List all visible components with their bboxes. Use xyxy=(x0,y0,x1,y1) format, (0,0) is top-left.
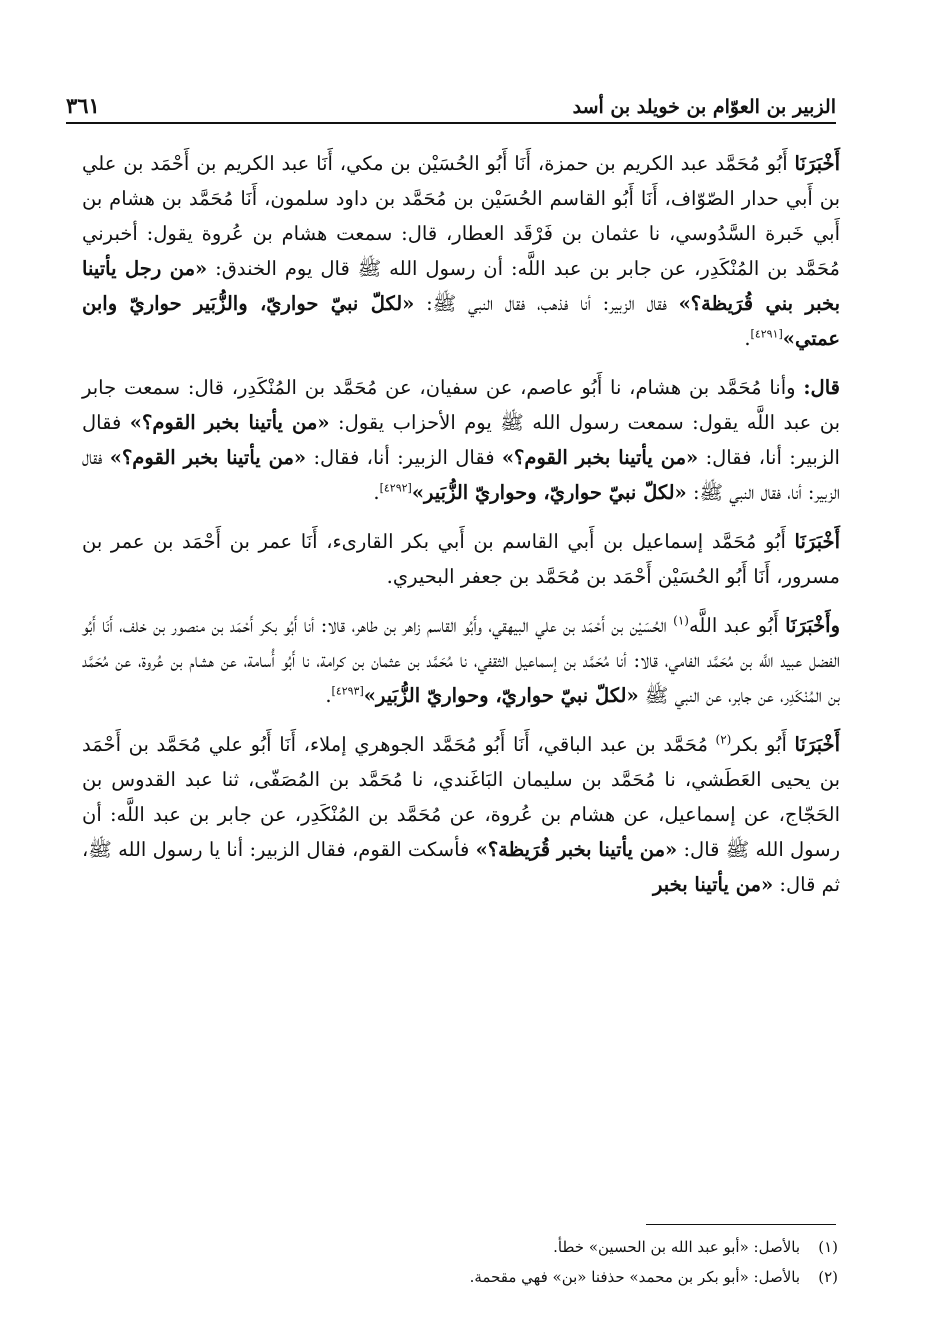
footnote-marker[interactable]: (١) xyxy=(673,613,689,628)
paragraph-text: أَبُو مُحَمَّد إسماعيل بن أَبي القاسم بن أَبي بكر القارىء، أَنَا عمر بن أَحْمَد بن عمر بن مسرور، أَنَا أَبُو الحُسَيْن أَحْمَد بن مُحَمَّد بن جعفر البحيري. xyxy=(82,530,840,588)
footnote-number: (٢) xyxy=(818,1268,838,1286)
main-text xyxy=(82,146,840,916)
hadith-number: [٤٢٩٣] xyxy=(331,684,364,698)
footnote-marker[interactable]: (٢) xyxy=(715,732,732,747)
hadith-quote: «من يأتينا بخبر القوم؟» xyxy=(109,446,307,469)
paragraph-opener: قال: xyxy=(803,376,840,399)
hadith-quote: «من يأتينا بخبر xyxy=(652,873,774,896)
paragraph-2 xyxy=(82,370,840,510)
hadith-quote: «لكلّ نبيّ حواريّ، وحواريّ الزُّبَير» xyxy=(411,481,687,504)
paragraph-text: الحُسَيْن بن أَحْمَد بن علي البيهقي، وأَبُو القاسم زاهر بن طاهر، قالا: أنا أَبُو بكر أَحْمَد بن منصور بن خلف، أَنَا أَبُو الفضل عبيد اللَّه بن مُحَمَّد الفامي، قالا: أنا مُحَمَّد بن إسماعيل الثقفي، نا مُحَمَّد بن عثمان بن كرامة، نا أَبُو أُسامة، عن هشام بن عُروة، عن مُحَمَّد بن المُنْكَدِر، عن جابر، عن النبي ﷺ xyxy=(82,614,840,707)
paragraph-opener: أَخْبَرَنَا xyxy=(794,152,840,175)
hadith-quote: «من يأتينا بخبر القوم؟» xyxy=(129,411,330,434)
paragraph-text: مُحَمَّد بن عبد الباقي، أَنَا أَبُو مُحَمَّد الجوهري إملاء، أَنَا أَبُو علي مُحَمَّد بن أَحْمَد بن يحيى العَطَشي، نا مُحَمَّد بن سليمان البَاغَندي، نا مُحَمَّد بن المُصَفّى، ثنا عبد القدوس بن الحَجّاج، عن إسماعيل، عن هشام بن عُروة، عن مُحَمَّد بن المُنْكَدِر، عن جابر بن عبد اللَّه: أن رسول الله ﷺ قال: xyxy=(82,733,840,861)
paragraph-text: أَبُو مُحَمَّد عبد الكريم بن حمزة، أَنَا أَبُو الحُسَيْن بن مكي، أَنَا عبد الكريم بن أَحْمَد بن علي بن أَبي حدار الصّوّاف، أَنَا أَبُو القاسم الحُسَيْن بن مُحَمَّد بن داود سلمون، أَنَا مُحَمَّد بن هشام بن أَبي خَبرة السَّدُوسي، نا عثمان بن فَرْقَد العطار، قال: سمعت هشام بن عُروة يقول: أخبرني مُحَمَّد بن المُنْكَدِر، عن جابر بن عبد اللَّه: أن رسول الله ﷺ قال يوم الخندق: xyxy=(82,152,840,280)
paragraph-opener: أَخْبَرَنَا xyxy=(794,530,840,553)
paragraph-text: . xyxy=(744,327,751,350)
paragraph-text: أَبُو عبد اللَّه xyxy=(688,614,786,637)
footnote-text: بالأصل: «أبو عبد الله بن الحسين» خطأ. xyxy=(553,1238,800,1256)
paragraph-text: فقال الزبير: أنا فذهب، فقال النبي ﷺ: xyxy=(414,292,679,315)
paragraph-opener: أَخْبَرَنَا xyxy=(794,733,840,756)
hadith-number: [٤٢٩٢] xyxy=(379,481,412,495)
hadith-quote: «من يأتينا بخبر قُرَيظة؟» xyxy=(475,838,678,861)
hadith-quote: «لكلّ نبيّ حواريّ، وحواريّ الزُّبَير» xyxy=(363,684,639,707)
footnote-divider xyxy=(646,1224,836,1225)
paragraph-text: فقال الزبير: أنا، فقال: xyxy=(82,411,840,469)
paragraph-text: فأسكت القوم، فقال الزبير: أنا يا رسول الله ﷺ، ثم قال: xyxy=(82,838,840,896)
paragraph-text: فقال الزبير: أنا، فقال: xyxy=(306,446,502,469)
hadith-quote: «لكلّ نبيّ حواريّ، والزُّبَير حواريّ وابن عمتي» xyxy=(82,292,840,350)
paragraph-3 xyxy=(82,524,840,594)
hadith-number: [٤٢٩١] xyxy=(750,327,783,341)
page-header xyxy=(66,78,836,124)
paragraph-text: . xyxy=(325,684,332,707)
paragraph-1 xyxy=(82,146,840,356)
hadith-quote: «من رجل يأتينا بخبر بني قُرَيظة؟» xyxy=(82,257,840,315)
hadith-quote: «من يأتينا بخبر القوم؟» xyxy=(501,446,699,469)
running-title: الزبير بن العوّام بن خويلد بن أسد xyxy=(572,96,836,118)
footnote-text: بالأصل: «أبو بكر بن محمد» حذفنا «بن» فهي مقحمة. xyxy=(469,1268,800,1286)
footnotes xyxy=(82,1232,838,1292)
paragraph-4 xyxy=(82,608,840,713)
paragraph-opener: وأَخْبَرَنَا xyxy=(785,614,840,637)
page-number: ٣٦١ xyxy=(66,93,100,118)
footnote-1 xyxy=(82,1232,838,1262)
paragraph-5 xyxy=(82,727,840,902)
paragraph-text: أَبُو بكر xyxy=(731,733,795,756)
footnote-2 xyxy=(82,1262,838,1292)
footnote-number: (١) xyxy=(818,1238,838,1256)
paragraph-text: فقال الزبير: أنا، فقال النبي ﷺ: xyxy=(82,446,840,504)
paragraph-text: . xyxy=(373,481,380,504)
paragraph-text: وأنا مُحَمَّد بن هشام، نا أَبُو عاصم، عن سفيان، عن مُحَمَّد بن المُنْكَدِر، قال: سمعت جابر بن عبد اللَّه يقول: سمعت رسول الله ﷺ يوم الأحزاب يقول: xyxy=(82,376,840,434)
